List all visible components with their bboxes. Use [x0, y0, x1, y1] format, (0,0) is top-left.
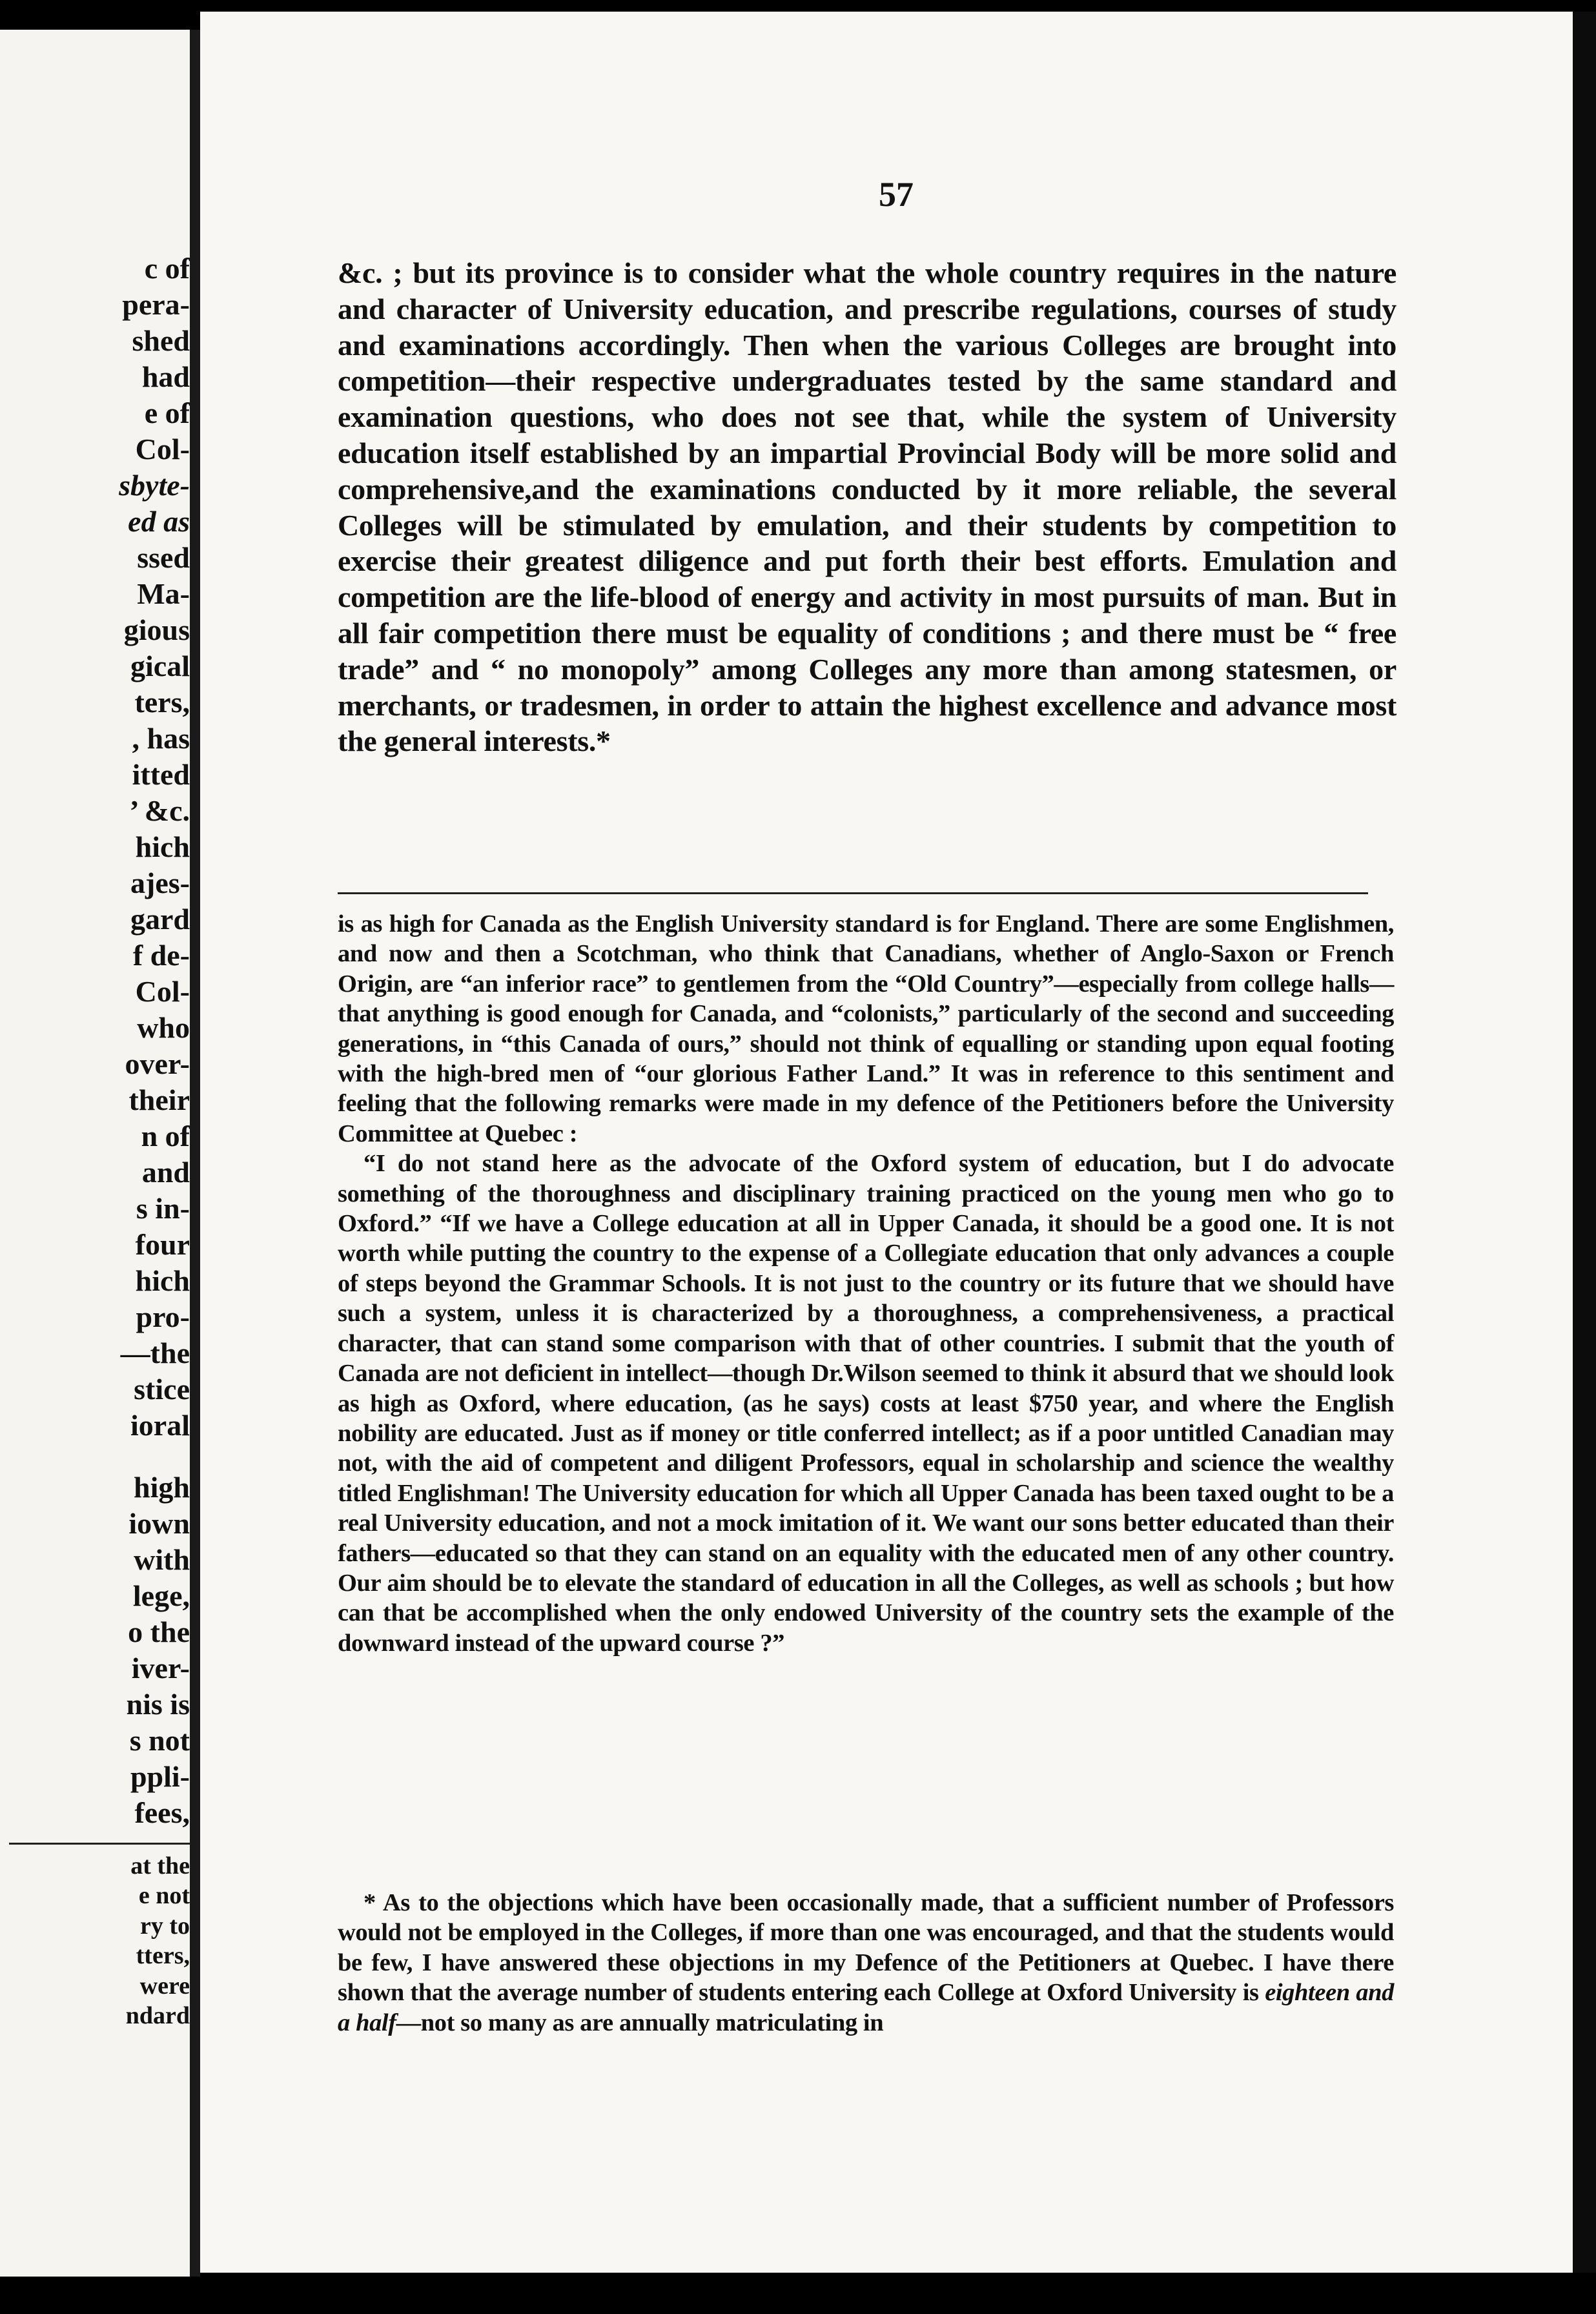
text-line: pro-	[136, 1300, 190, 1333]
text-line: ajes-	[130, 866, 190, 899]
text-line: f de-	[132, 939, 190, 972]
text-line: with	[134, 1543, 190, 1576]
text-line: and	[141, 1156, 190, 1189]
text-line: s not	[129, 1724, 190, 1757]
footnote-continued	[338, 909, 1394, 1658]
main-text	[338, 255, 1396, 759]
text-line: had	[141, 360, 190, 393]
text-line: s in-	[136, 1192, 190, 1225]
text-line: itted	[132, 758, 190, 791]
text-line: ndard	[125, 2002, 190, 2030]
text-line: tters,	[136, 1942, 190, 1970]
paragraph-gap	[9, 1444, 190, 1469]
text-line: , has	[132, 722, 190, 755]
text-line: gious	[123, 613, 190, 646]
footnote-text: —not so many as are annually matriculating in	[396, 2009, 884, 2036]
text-line: c of	[144, 252, 190, 285]
text-line: hich	[135, 1264, 190, 1297]
footnote-rule	[9, 1843, 190, 1845]
text-line: ppli-	[130, 1760, 190, 1793]
text-line: ed as	[128, 505, 190, 538]
text-line: sbyte-	[119, 469, 190, 502]
page-number: 57	[879, 175, 914, 214]
text-line: four	[135, 1228, 190, 1261]
text-line: Col-	[135, 433, 190, 466]
footnote-paragraph	[338, 1888, 1394, 2038]
book-gutter	[190, 30, 200, 2277]
text-line: gical	[130, 650, 190, 682]
text-line: ’ &c.	[129, 794, 190, 827]
footnote-divider	[338, 892, 1368, 894]
facing-page-text	[9, 251, 190, 2031]
text-line: ters,	[134, 686, 190, 719]
text-line: stice	[134, 1373, 190, 1406]
footnote-emphasis: eighteen and a half	[338, 1979, 1395, 2036]
text-line: e not	[138, 1882, 190, 1910]
text-line: ry to	[139, 1912, 190, 1940]
text-line: Ma-	[137, 577, 190, 610]
text-line: e of	[144, 396, 190, 429]
text-line: Col-	[135, 975, 190, 1008]
footnote-quote: “I do not stand here as the advocate of the Oxford system of education, but I do advocate something of the thoroughness and disciplinary training practiced on the young men who go to Oxford.” “If we have a College education at all in Upper Canada, it should be a good one. It is not worth while putting the country to the expense of a Collegiate education that only advances a couple of steps beyond the Grammar Schools. It is not just to the country or its future that we should have such a system, unless it is characterized by a thoroughness, a comprehensiveness, a practical character, that can stand some comparison with that of other countries. I submit that the youth of Canada are not deficient in intellect—though Dr.Wilson seemed to think it absurd that we should look as high as Oxford, where education, (as he says) costs at least $750 year, and where the English nobility are educated. Just as if money or title conferred intellect; as if a poor untitled Canadian may not, with the aid of competent and diligent Professors, equal in scholarship and science the wealthy titled Englishman! The University education for which all Upper Canada has been taxed ought to be a real University education, and not a mock imitation of it. We want our sons better educated than their fathers—educated so that they can stand on an equality with the educated men of any other country. Our aim should be to elevate the standard of education in all the Colleges, as well as schools ; but how can that be accomplished when the only endowed University of the country sets the example of the downward instead of the upward course ?”	[338, 1150, 1394, 1657]
text-line: hich	[135, 830, 190, 863]
text-line: iver-	[131, 1652, 190, 1684]
text-line: ssed	[137, 541, 190, 574]
footnote-star	[338, 1888, 1394, 2038]
facing-page-fragment	[0, 30, 190, 2277]
text-line: iown	[128, 1507, 190, 1540]
footnote-paragraph: is as high for Canada as the English University standard is for England. There are some Englishmen, and now and then a Scotchman, who think that Canadians, whether of Anglo-Saxon or French Origin, are “an inferior race” to gentlemen from the “Old Country”—especially from college halls—that anything is good enough for Canada, and “colonists,” particularly of the second and succeeding generations, in “this Canada of ours,” should not think of equalling or standing upon equal footing with the high-bred men of “our glorious Father Land.” It was in reference to this sentiment and feeling that the following remarks were made in my defence of the Petitioners before the University Committee at Quebec :	[338, 910, 1394, 1147]
text-line: who	[137, 1011, 190, 1044]
text-line: lege,	[132, 1579, 190, 1612]
text-line: n of	[141, 1120, 190, 1152]
text-line: their	[128, 1083, 190, 1116]
text-line: pera-	[122, 288, 190, 321]
text-line: gard	[130, 903, 190, 936]
body-paragraph: &c. ; but its province is to consider what the whole country requires in the nature and character of University education, and prescribe regulations, courses of study and examinations accordingly. Then when the various Colleges are brought into competition—their respective undergraduates tested by the same standard and examination questions, who does not see that, while the system of University education itself established by an impartial Provincial Body will be more solid and comprehensive,and the examinations conducted by it more reliable, the several Colleges will be stimulated by emulation, and their students by competition to exercise their greatest diligence and put forth their best efforts. Emulation and competition are the life-blood of energy and activity in most pursuits of man. But in all fair competition there must be equality of conditions ; and there must be “ free trade” and “ no monopoly” among Colleges any more than among statesmen, or merchants, or tradesmen, in order to attain the highest excellence and advance most the general interests.*	[338, 256, 1396, 758]
page-edge	[1573, 12, 1596, 2273]
text-line: fees,	[134, 1796, 190, 1829]
text-line: at the	[130, 1852, 190, 1879]
text-line: nis is	[126, 1688, 190, 1721]
text-line: high	[134, 1471, 190, 1504]
text-line: shed	[132, 324, 190, 357]
text-line: —the	[120, 1336, 190, 1369]
text-line: over-	[125, 1047, 190, 1080]
footnote-text: * As to the objections which have been occasionally made, that a sufficient number of Professors would not be employed in the Colleges, if more than one was encouraged, and that the students would be few, I have answered these objections in my Defence of the Petitioners at Quebec. I have there shown that the average number of students entering each College at Oxford University is	[338, 1889, 1394, 2007]
text-line: were	[139, 1972, 190, 2000]
text-line: ioral	[130, 1409, 190, 1442]
text-line: o the	[128, 1615, 190, 1648]
